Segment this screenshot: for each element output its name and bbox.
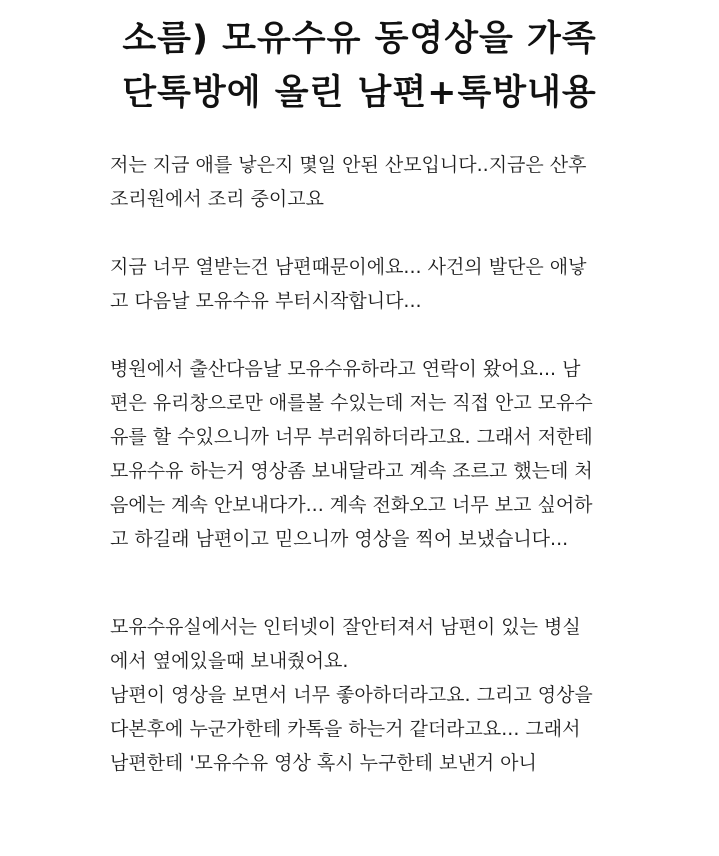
text-line: 유를 할 수있으니까 너무 부러워하더라고요. 그래서 저한테 xyxy=(110,426,593,448)
text-line: 저는 지금 애를 낳은지 몇일 안된 산모입니다..지금은 산후 xyxy=(110,154,587,176)
title-line: 소름) 모유수유 동영상을 가족 xyxy=(122,19,597,59)
text-line: 병원에서 출산다음날 모유수유하라고 연락이 왔어요... 남 xyxy=(110,358,581,380)
text-line: 모유수유실에서는 인터넷이 잘안터져서 남편이 있는 병실 xyxy=(110,616,581,638)
paragraph xyxy=(110,148,650,216)
text-line: 남편한테 '모유수유 영상 혹시 누구한테 보낸거 아니 xyxy=(110,752,537,774)
text-line: 편은 유리창으로만 애를볼 수있는데 저는 직접 안고 모유수 xyxy=(110,392,593,414)
text-line: 지금 너무 열받는건 남편때문이에요... 사건의 발단은 애낳 xyxy=(110,256,587,278)
text-line: 에서 옆에있을때 보내줬어요. xyxy=(110,650,349,672)
text-line: 모유수유 하는거 영상좀 보내달라고 계속 조르고 했는데 처 xyxy=(110,460,593,482)
paragraph xyxy=(110,352,650,556)
text-line: 남편이 영상을 보면서 너무 좋아하더라고요. 그리고 영상을 xyxy=(110,684,593,706)
article-body xyxy=(110,148,650,780)
paragraph xyxy=(110,610,650,780)
text-line: 조리원에서 조리 중이고요 xyxy=(110,188,324,210)
text-line: 고 하길래 남편이고 믿으니까 영상을 찍어 보냈습니다... xyxy=(110,528,569,550)
paragraph-spacer xyxy=(110,318,650,352)
text-line: 다본후에 누군가한테 카톡을 하는거 같더라고요... 그래서 xyxy=(110,718,581,740)
paragraph-spacer xyxy=(110,556,650,610)
title-line: 단톡방에 올린 남편+톡방내용 xyxy=(122,73,597,113)
paragraph-spacer xyxy=(110,216,650,250)
paragraph xyxy=(110,250,650,318)
article-title xyxy=(0,0,719,120)
text-line: 고 다음날 모유수유 부터시작합니다... xyxy=(110,290,422,312)
text-line: 음에는 계속 안보내다가... 계속 전화오고 너무 보고 싶어하 xyxy=(110,494,593,516)
